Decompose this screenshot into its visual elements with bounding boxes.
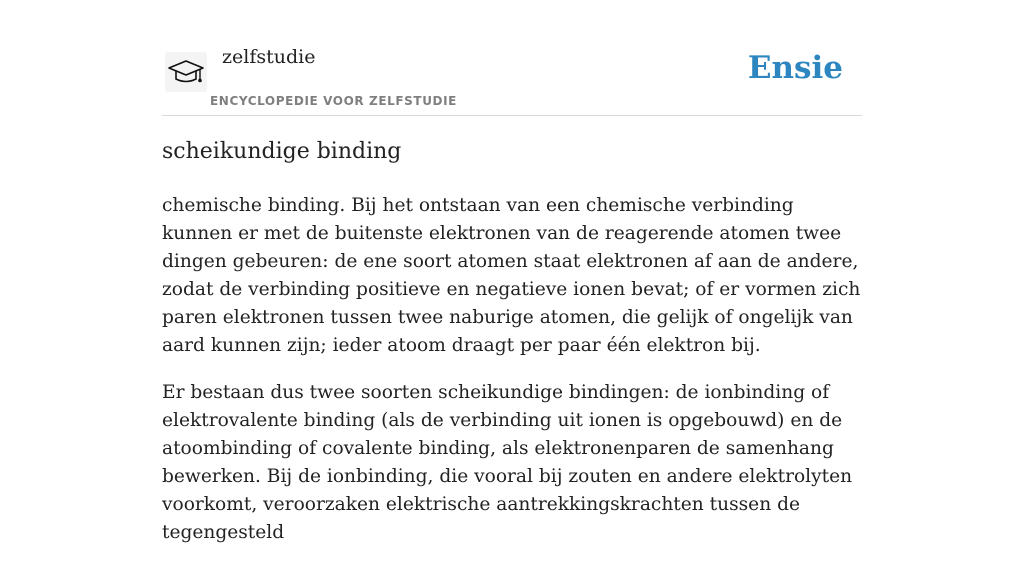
site-tagline: ENCYCLOPEDIE VOOR ZELFSTUDIE <box>210 94 457 108</box>
site-name[interactable]: zelfstudie <box>222 46 316 68</box>
article-body <box>162 192 864 566</box>
site-header <box>162 38 862 116</box>
article-paragraph: chemische binding. Bij het ontstaan van een chemische verbinding kunnen er met de buitenste elektronen van de reagerende atomen twee dingen gebeuren: de ene soort atomen staat elektronen af aan de andere, zodat de verbinding positieve en negatieve ionen bevat; of er vormen zich paren elektronen tussen twee naburige atomen, die gelijk of ongelijk van aard kunnen zijn; ieder atoom draagt per paar één elektron bij. <box>162 195 861 356</box>
article-title: scheikundige binding <box>162 139 402 164</box>
site-logo[interactable] <box>165 52 207 92</box>
brand-logo-link[interactable]: Ensie <box>747 50 843 86</box>
article-paragraph: Er bestaan dus twee soorten scheikundige bindingen: de ionbinding of elektrovalente binding (als de verbinding uit ionen is opgebouwd) en de atoombinding of covalente binding, als elektronenparen de samenhang bewerken. Bij de ionbinding, die vooral bij zouten en andere elektrolyten voorkomt, veroorzaken elektrische aantrekkingskrachten tussen de tegengesteld <box>162 382 853 543</box>
